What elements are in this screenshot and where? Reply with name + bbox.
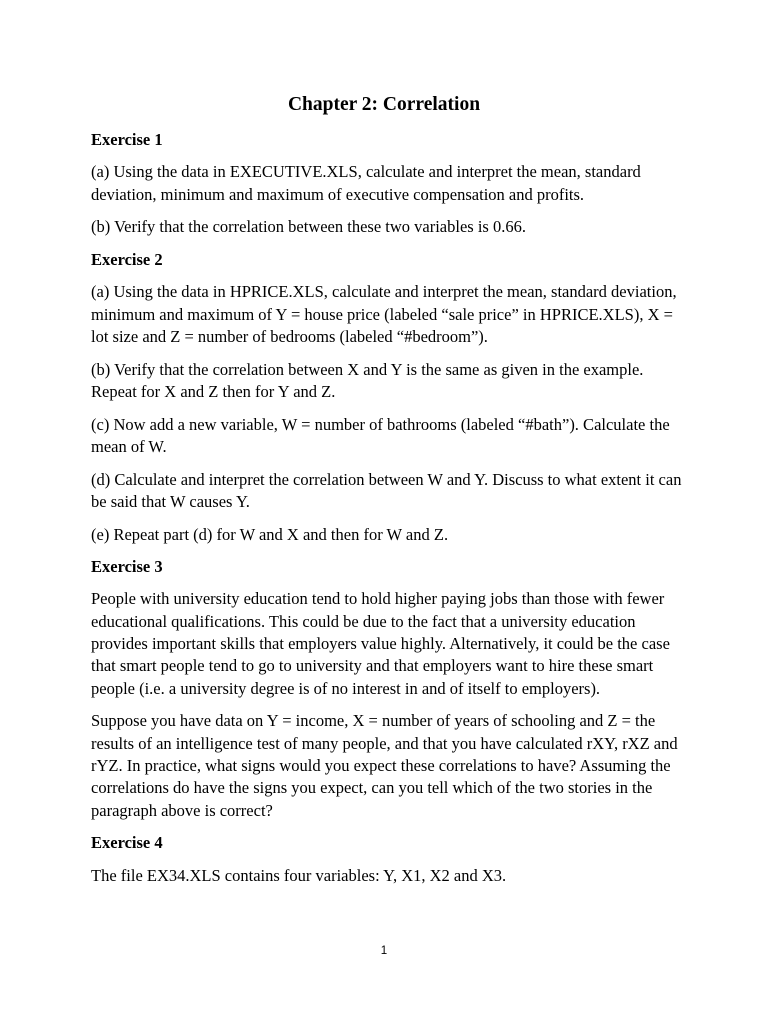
exercise-4-paragraph-1: The file EX34.XLS contains four variables: Y, X1, X2 and X3. [91, 865, 507, 885]
page-number: 1 [380, 945, 388, 957]
exercise-2-part-c: (c) Now add a new variable, W = number of bathrooms (labeled “#bath”). Calculate the mean of W. [91, 414, 670, 456]
document-body [91, 129, 691, 897]
exercise-4-heading: Exercise 4 [91, 833, 163, 853]
page-title: Chapter 2: Correlation [287, 94, 481, 115]
exercise-4 [91, 832, 691, 887]
exercise-2-part-b: (b) Verify that the correlation between X and Y is the same as given in the example. Repeat for X and Z then for Y and Z. [91, 359, 644, 401]
exercise-2 [91, 249, 691, 546]
exercise-2-part-d: (d) Calculate and interpret the correlation between W and Y. Discuss to what extent it can be said that W causes Y. [91, 469, 682, 511]
exercise-1-heading: Exercise 1 [91, 130, 163, 149]
exercise-1-part-b: (b) Verify that the correlation between these two variables is 0.66. [91, 217, 526, 237]
exercise-1 [91, 129, 691, 239]
exercise-2-heading: Exercise 2 [91, 249, 163, 269]
exercise-3-heading: Exercise 3 [91, 557, 163, 577]
exercise-2-part-e: (e) Repeat part (d) for W and X and then for W and Z. [91, 524, 449, 544]
exercise-3-paragraph-1: People with university education tend to hold higher paying jobs than those with fewer educational qualifications. This could be due to the fact that a university education provides important skills that employers value highly. Alternatively, it could be the case that smart people tend to go to university and that employers want to hire these smart people (i.e. a university degree is of no interest in and of itself to employers). [91, 589, 670, 698]
exercise-3-paragraph-2: Suppose you have data on Y = income, X = number of years of schooling and Z = the results of an intelligence test of many people, and that you have calculated rXY, rXZ and rYZ. In practice, what signs would you expect these correlations to have? Assuming the correlations do have the signs you expect, can you tell which of the two stories in the paragraph above is correct? [91, 711, 678, 820]
exercise-1-part-a: (a) Using the data in EXECUTIVE.XLS, calculate and interpret the mean, standard deviation, minimum and maximum of executive compensation and profits. [91, 162, 641, 204]
exercise-2-part-a: (a) Using the data in HPRICE.XLS, calculate and interpret the mean, standard deviation, minimum and maximum of Y = house price (labeled “sale price” in HPRICE.XLS), X = lot size and Z = number of bedrooms (labeled “#bedroom”). [91, 282, 677, 346]
exercise-3 [91, 556, 691, 822]
